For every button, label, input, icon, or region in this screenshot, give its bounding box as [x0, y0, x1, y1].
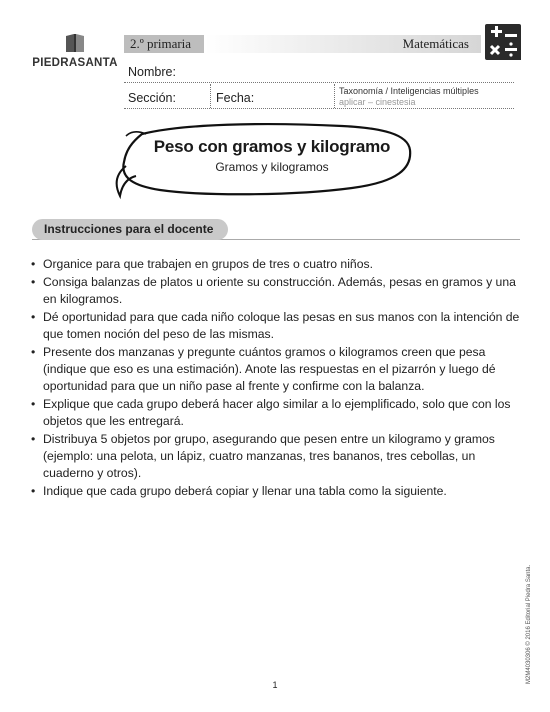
list-item: • Explique que cada grupo deberá hacer algo similar a lo ejemplificado, solo que con los objetos que les entregará.: [31, 397, 511, 428]
list-item: • Distribuya 5 objetos por grupo, asegurando que pesen entre un kilogramo y gramos (ejemplo: una pelota, un lápiz, cuatro manzanas, tres bananos, tres cebollas, un cuaderno y otros).: [31, 432, 495, 480]
taxonomy-value: aplicar – cinestesia: [339, 97, 416, 107]
list-item: • Dé oportunidad para que cada niño coloque las pesas en sus manos con la intención de que tomen noción del peso de las mismas.: [31, 310, 520, 341]
math-operators-icon: [484, 22, 522, 62]
section-heading: Instrucciones para el docente: [32, 219, 228, 240]
brand-name: PIEDRASANTA: [32, 57, 118, 69]
date-label: Fecha:: [216, 91, 255, 105]
list-item: • Indique que cada grupo deberá copiar y llenar una tabla como la siguiente.: [31, 484, 447, 498]
instruction-list: [30, 256, 522, 501]
name-field[interactable]: [124, 82, 514, 83]
copyright-code: M2M4030306 © 2016 Editorial Piedra Santa.: [526, 564, 532, 684]
piedrasanta-logo: [28, 32, 122, 72]
list-item: • Consiga balanzas de platos u oriente su construcción. Además, pesas en gramos y una en kilogramos.: [31, 275, 516, 306]
section-label: Sección:: [128, 91, 176, 105]
divider: [210, 84, 211, 108]
list-item: • Organice para que trabajen en grupos de tres o cuatro niños.: [31, 257, 373, 271]
section-date-line: [124, 108, 514, 109]
page-subtitle: Gramos y kilogramos: [215, 160, 329, 174]
divider: [334, 84, 335, 108]
list-item: • Presente dos manzanas y pregunte cuántos gramos o kilogramos creen que pesa (indique que eso es una estimación). Anote las respuestas en el pizarrón y luego dé oportunidad para que un niño pase al frente y confirme con la balanza.: [31, 345, 496, 393]
page-title: Peso con gramos y kilogramo: [153, 137, 391, 156]
page-number: 1: [272, 680, 278, 690]
open-book-icon: [64, 32, 86, 54]
grade-label: 2.º primaria: [124, 35, 204, 53]
subject-label: Matemáticas: [205, 35, 481, 53]
taxonomy-label: Taxonomía / Inteligencias múltiples: [339, 86, 479, 96]
name-label: Nombre:: [128, 65, 176, 79]
